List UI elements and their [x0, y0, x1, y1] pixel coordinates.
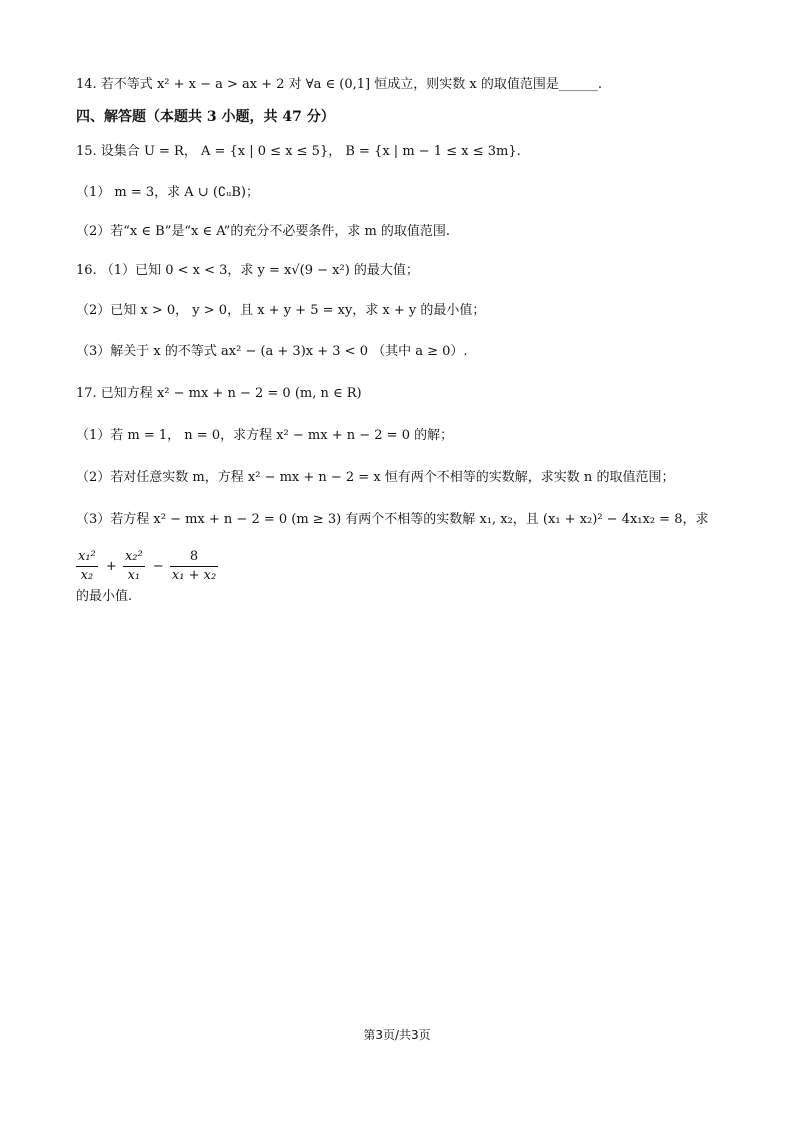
question-15-part-1: （1） m = 3，求 A ∪ (∁ᵤB)； — [76, 185, 259, 200]
question-15: 15. 设集合 U = R， A = {x | 0 ≤ x ≤ 5}， B = {x | m − 1 ≤ x ≤ 3m}. — [76, 144, 521, 159]
question-17-part-2: （2）若对任意实数 m，方程 x² − mx + n − 2 = x 恒有两个不相等的实数解，求实数 n 的取值范围； — [76, 470, 675, 485]
minus-sign: − — [152, 559, 164, 574]
question-16-part-2: （2）已知 x > 0， y > 0，且 x + y + 5 = xy，求 x + y 的最小值； — [76, 303, 486, 318]
fraction-3-numerator: 8 — [170, 548, 218, 567]
question-16: 16. （1）已知 0 < x < 3，求 y = x√(9 − x²) 的最大值； — [76, 263, 419, 278]
page-footer: 第3页/共3页 — [363, 1028, 431, 1042]
section-heading: 四、解答题（本题共 3 小题，共 47 分） — [76, 109, 335, 125]
question-17-part-1: （1）若 m = 1， n = 0，求方程 x² − mx + n − 2 = 0 的解； — [76, 428, 454, 443]
fraction-2 — [123, 548, 145, 585]
question-14: 14. 若不等式 x² + x − a > ax + 2 对 ∀a ∈ (0,1] 恒成立，则实数 x 的取值范围是______. — [76, 77, 602, 92]
question-16-part-3: （3）解关于 x 的不等式 ax² − (a + 3)x + 3 < 0 （其中 a ≥ 0）. — [76, 344, 468, 359]
fraction-3-denominator: x₁ + x₂ — [171, 568, 217, 583]
fraction-2-numerator: x₂² — [123, 548, 145, 567]
fraction-1-denominator: x₂ — [80, 568, 94, 583]
fraction-expression — [76, 548, 276, 604]
question-17: 17. 已知方程 x² − mx + n − 2 = 0 (m, n ∈ R) — [76, 386, 362, 401]
fraction-1 — [76, 548, 98, 585]
fraction-tail-text: 的最小值. — [76, 589, 133, 604]
question-15-part-2: （2）若“x ∈ B”是“x ∈ A”的充分不必要条件，求 m 的取值范围. — [76, 224, 451, 239]
fraction-1-numerator: x₁² — [76, 548, 98, 567]
fraction-3 — [170, 548, 218, 585]
question-17-part-3: （3）若方程 x² − mx + n − 2 = 0 (m ≥ 3) 有两个不相等的实数解 x₁, x₂，且 (x₁ + x₂)² − 4x₁x₂ = 8，求 — [76, 512, 709, 527]
plus-sign: + — [105, 559, 117, 574]
fraction-2-denominator: x₁ — [127, 568, 141, 583]
